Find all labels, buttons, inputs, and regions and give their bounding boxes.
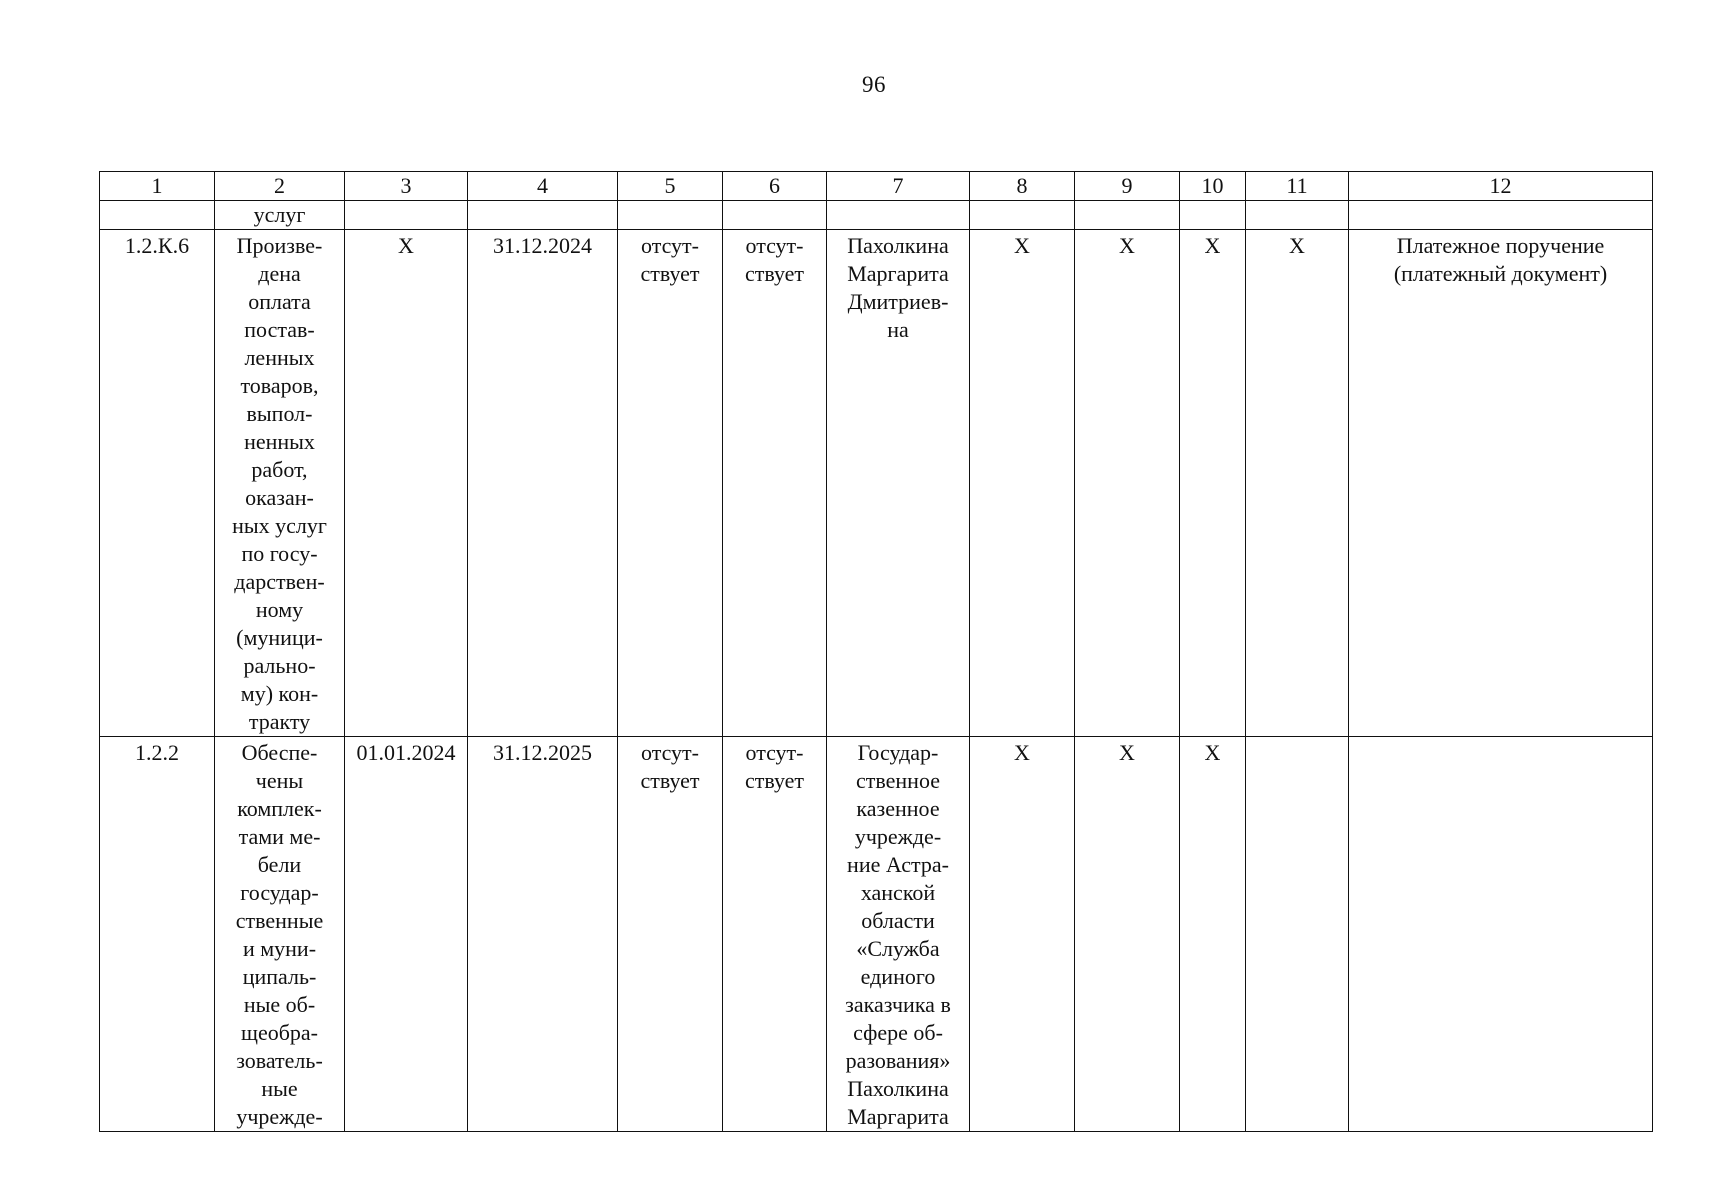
cell-text: отсут- ствует [640,740,700,793]
table-cell [970,230,1075,737]
table-cell [618,201,723,230]
table-cell [723,230,827,737]
header-row [100,172,1653,201]
table-cell [827,201,970,230]
cell-text: Обеспе- чены комплек- тами ме- бели государ- ственные и муни- ципаль- ные об- щеобра- зователь- ные учрежде- [235,740,324,1129]
table-cell [1246,737,1349,1132]
responsible-cell [827,737,970,1132]
event-description-cell [215,230,345,737]
document-type-cell [1349,230,1653,737]
start-date-cell [345,737,468,1132]
cell-text: Произве- дена оплата постав- ленных товаров, выпол- ненных работ, оказан- ных услуг по госу- дарствен- ному (муници- pально- му) кон- тракту [232,233,327,734]
monitoring-table [99,171,1653,1132]
cell-text: X [1119,233,1135,258]
table-row [100,737,1653,1132]
cell-text: 01.01.2024 [356,740,456,765]
header-cell-12: 12 [1349,172,1653,201]
table-cell [100,201,215,230]
table-cell [970,201,1075,230]
table-cell [1180,201,1246,230]
cell-text: X [1014,233,1030,258]
end-date-cell [468,737,618,1132]
table-cell [1246,230,1349,737]
table-cell [1075,230,1180,737]
document-type-cell [1349,737,1653,1132]
cell-text: 1.2.К.6 [124,233,190,258]
table-cell [1349,201,1653,230]
table-cell [1180,230,1246,737]
header-cell-3: 3 [345,172,468,201]
page-number: 96 [862,72,886,97]
event-description-cell [215,737,345,1132]
cell-text: отсут- ствует [744,233,805,286]
table-cell [345,201,468,230]
table-cell [468,201,618,230]
table-cell [1180,737,1246,1132]
header-cell-10: 10 [1180,172,1246,201]
table-cell: услуг [215,201,345,230]
table-cell [618,230,723,737]
cell-text: X [1204,233,1221,258]
table-cell [970,737,1075,1132]
cell-text: X [1014,740,1030,765]
cell-text: X [1289,233,1305,258]
end-date-cell [468,230,618,737]
table-row [100,230,1653,737]
header-cell-2: 2 [215,172,345,201]
header-cell-4: 4 [468,172,618,201]
cell-text: отсут- ствует [640,233,700,286]
header-cell-9: 9 [1075,172,1180,201]
table-cell [1075,201,1180,230]
cell-text: Государ- ственное казенное учрежде- ние Астра- ханской области «Служба единого заказчика в сфере об- разования» Пахолкина Маргарита [845,740,951,1129]
row-number-cell [100,737,215,1132]
cell-text: X [398,233,414,258]
header-cell-6: 6 [723,172,827,201]
header-cell-5: 5 [618,172,723,201]
header-cell-1: 1 [100,172,215,201]
cell-text: отсут- ствует [744,740,805,793]
cell-text: 31.12.2024 [493,233,592,258]
cell-text: 1.2.2 [135,740,179,765]
table-cell [1246,201,1349,230]
header-cell-7: 7 [827,172,970,201]
cell-text: 31.12.2025 [493,740,592,765]
cell-text: Пахолкина Маргарита Дмитриев- на [847,233,949,342]
table-cell [1075,737,1180,1132]
table-cell [723,201,827,230]
continuation-row [100,201,1653,230]
responsible-cell [827,230,970,737]
cell-text: X [1204,740,1221,765]
cell-text: Платежное поручение (платежный документ) [1393,233,1608,286]
header-cell-8: 8 [970,172,1075,201]
cell-text: X [1119,740,1135,765]
row-number-cell [100,230,215,737]
table-cell [723,737,827,1132]
start-date-cell [345,230,468,737]
header-cell-11: 11 [1246,172,1349,201]
table-cell [618,737,723,1132]
